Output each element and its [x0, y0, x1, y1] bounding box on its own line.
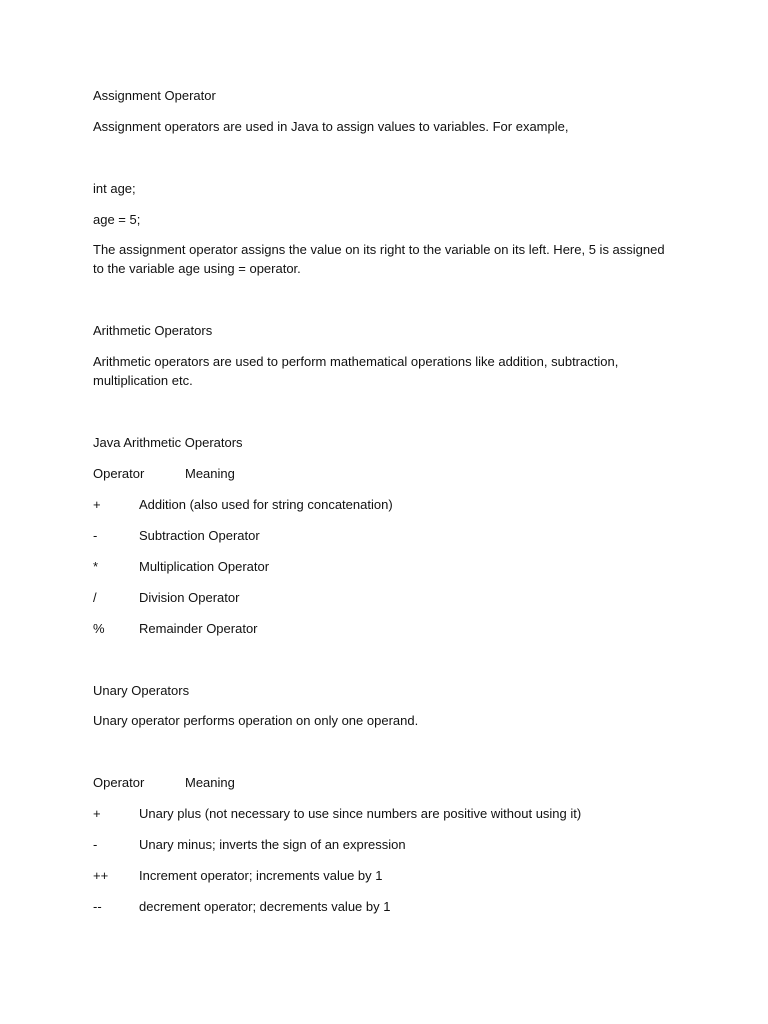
operator-meaning: Remainder Operator [139, 621, 258, 636]
unary-heading: Unary Operators [93, 683, 190, 698]
column-header-operator: Operator [93, 466, 145, 481]
arithmetic-intro-line1: Arithmetic operators are used to perform mathematical operations like addition, subtraction, [93, 354, 619, 369]
code-line-assignment: age = 5; [93, 212, 141, 227]
operator-meaning: Subtraction Operator [139, 528, 260, 543]
operator-symbol: ++ [93, 868, 109, 883]
assignment-heading: Assignment Operator [93, 88, 216, 103]
arithmetic-intro-line2: multiplication etc. [93, 373, 193, 388]
operator-meaning: Division Operator [139, 590, 240, 605]
operator-meaning: Multiplication Operator [139, 559, 270, 574]
operator-meaning: Addition (also used for string concatenation) [139, 497, 393, 512]
arithmetic-table-title: Java Arithmetic Operators [93, 435, 243, 450]
assignment-intro: Assignment operators are used in Java to assign values to variables. For example, [93, 119, 569, 134]
operator-meaning: Unary plus (not necessary to use since numbers are positive without using it) [139, 806, 582, 821]
column-header-meaning: Meaning [185, 775, 235, 790]
arithmetic-heading: Arithmetic Operators [93, 323, 213, 338]
assignment-explanation-line1: The assignment operator assigns the value on its right to the variable on its left. Here, 5 is assigned [93, 242, 665, 257]
operator-meaning: decrement operator; decrements value by 1 [139, 899, 391, 914]
code-line-declaration: int age; [93, 181, 136, 196]
operator-symbol: + [93, 806, 101, 821]
operator-meaning: Increment operator; increments value by 1 [139, 868, 383, 883]
operator-symbol: - [93, 837, 98, 852]
operator-symbol: * [93, 559, 99, 574]
operator-symbol: % [93, 621, 105, 636]
operator-symbol: + [93, 497, 101, 512]
operator-symbol: / [93, 590, 97, 605]
operator-symbol: -- [93, 899, 102, 914]
operator-meaning: Unary minus; inverts the sign of an expression [139, 837, 406, 852]
column-header-meaning: Meaning [185, 466, 235, 481]
operator-symbol: - [93, 528, 98, 543]
assignment-explanation-line2: to the variable age using = operator. [93, 261, 301, 276]
column-header-operator: Operator [93, 775, 145, 790]
unary-intro: Unary operator performs operation on only one operand. [93, 713, 419, 728]
